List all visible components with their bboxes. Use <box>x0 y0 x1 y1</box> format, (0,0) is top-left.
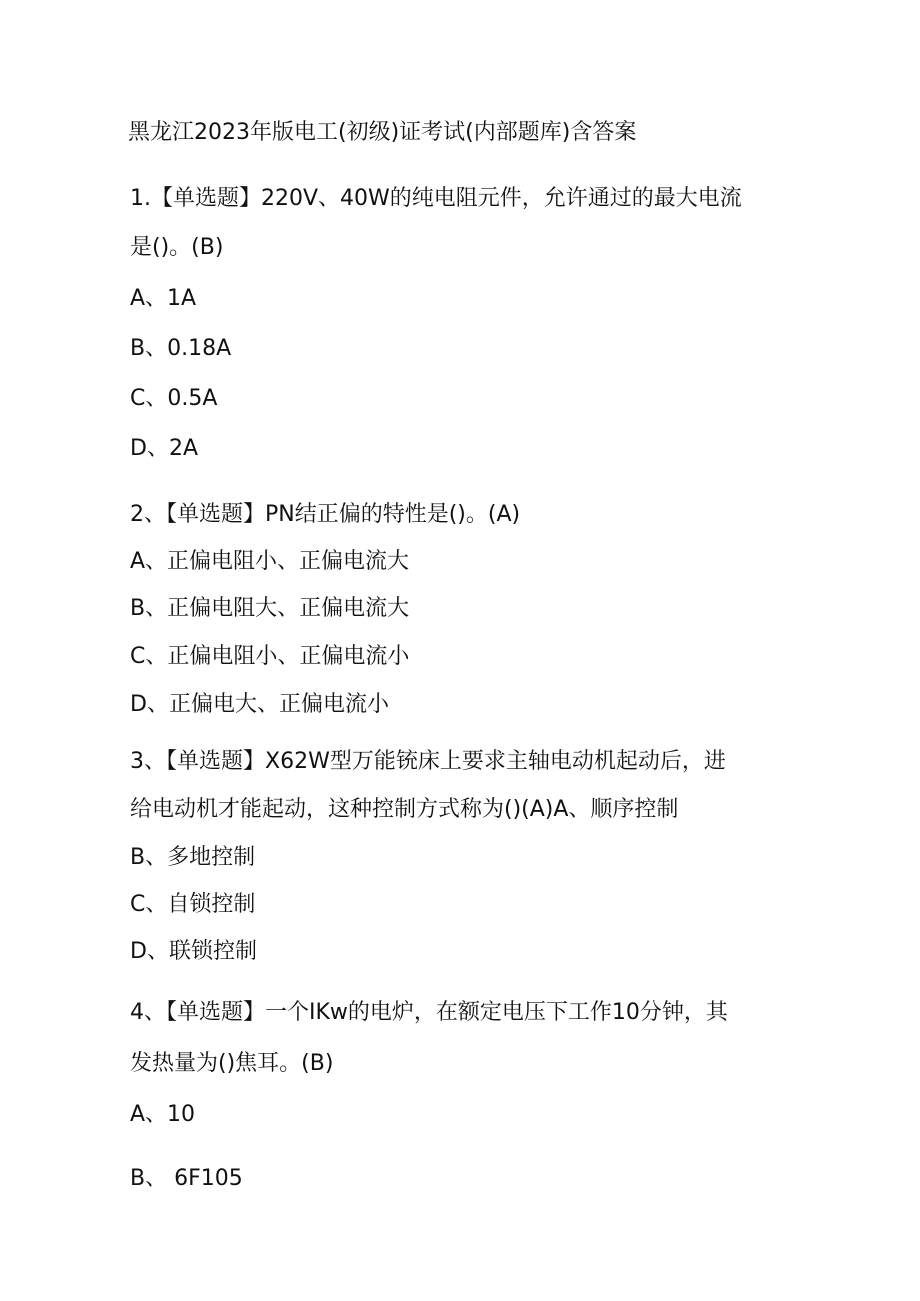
option-d: D、正偏电大、正偏电流小 <box>130 692 389 717</box>
document-title: 黑龙江2023年版电工(初级)证考试(内部题库)含答案 <box>128 120 637 145</box>
question-stem: 4、【单选题】一个IKw的电炉，在额定电压下工作10分钟，其 <box>130 1000 728 1025</box>
option-b: B、正偏电阻大、正偏电流大 <box>130 596 410 621</box>
option-c: C、正偏电阻小、正偏电流小 <box>130 644 410 669</box>
question-stem-continued: 给电动机才能起动，这种控制方式称为()(A)A、顺序控制 <box>130 797 679 822</box>
question-stem-continued: 发热量为()焦耳。(B) <box>130 1051 334 1076</box>
option-d: D、联锁控制 <box>130 939 257 964</box>
question-stem: 1.【单选题】220V、40W的纯电阻元件，允许通过的最大电流 <box>130 186 742 211</box>
question-stem: 2、【单选题】PN结正偏的特性是()。(A) <box>130 502 521 527</box>
option-a: A、10 <box>130 1102 196 1127</box>
option-b: B、多地控制 <box>130 845 256 870</box>
option-b: B、 6F105 <box>130 1166 243 1191</box>
option-a: A、1A <box>130 286 197 311</box>
option-a: A、正偏电阻小、正偏电流大 <box>130 549 410 574</box>
question-stem: 3、【单选题】X62W型万能铳床上要求主轴电动机起动后，进 <box>130 749 726 774</box>
option-b: B、0.18A <box>130 336 232 361</box>
option-c: C、0.5A <box>130 386 218 411</box>
option-d: D、2A <box>130 436 198 461</box>
question-stem-continued: 是()。(B) <box>130 235 224 260</box>
option-c: C、自锁控制 <box>130 892 256 917</box>
